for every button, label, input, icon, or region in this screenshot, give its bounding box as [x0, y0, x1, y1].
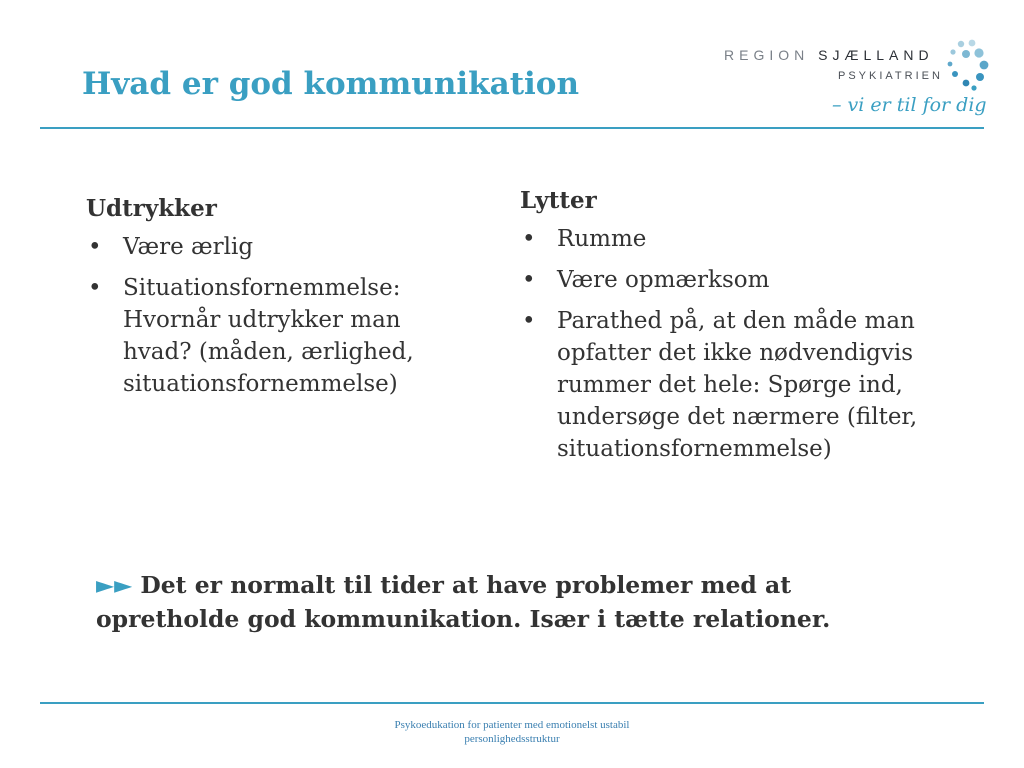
right-column-heading: Lytter: [520, 187, 597, 214]
list-item-text: Være opmærksom: [557, 267, 770, 293]
list-item-text: Parathed på, at den måde man opfatter det ikke nødvendigvis rummer det hele: Spørge ind, undersøge det nærmere (filter, situationsfornemmelse): [557, 308, 918, 462]
footer-line-1: Psykoedukation for patienter med emotionelst ustabil: [394, 719, 630, 731]
list-item: [520, 264, 960, 296]
key-message-text: Det er normalt til tider at have problemer med at opretholde god kommunikation. Især i tætte relationer.: [96, 571, 831, 633]
logo-region-name: SJÆLLAND: [818, 47, 934, 63]
footer-divider: [40, 702, 984, 704]
left-column-heading: Udtrykker: [86, 195, 217, 222]
header-divider: [40, 127, 984, 129]
list-item: [86, 272, 466, 400]
list-item: [520, 223, 960, 255]
slide-title: Hvad er god kommunikation: [82, 66, 580, 102]
bullet-icon: •: [522, 308, 536, 334]
key-message: [96, 568, 936, 636]
region-sjaelland-logo: [722, 38, 992, 128]
left-column: [86, 193, 466, 409]
double-arrow-icon: ►►: [96, 571, 133, 599]
bullet-icon: •: [88, 275, 102, 301]
footer-line-2: personlighedsstruktur: [464, 733, 560, 745]
logo-dots-icon: [944, 38, 992, 98]
logo-region-word: REGION: [724, 47, 819, 63]
logo-tagline: – vi er til for dig: [832, 94, 987, 116]
logo-subtitle: PSYKIATRIEN: [838, 70, 943, 82]
bullet-icon: •: [88, 234, 102, 260]
left-column-list: [86, 231, 466, 400]
list-item: [520, 305, 960, 465]
right-column: [520, 185, 960, 474]
list-item: [86, 231, 466, 263]
list-item-text: Være ærlig: [123, 234, 254, 260]
bullet-icon: •: [522, 226, 536, 252]
bullet-icon: •: [522, 267, 536, 293]
list-item-text: Situationsfornemmelse: Hvornår udtrykker man hvad? (måden, ærlighed, situationsfornemmelse): [123, 275, 414, 397]
list-item-text: Rumme: [557, 226, 647, 252]
logo-region-text: [724, 47, 934, 63]
right-column-list: [520, 223, 960, 465]
slide-footer: [362, 718, 662, 746]
